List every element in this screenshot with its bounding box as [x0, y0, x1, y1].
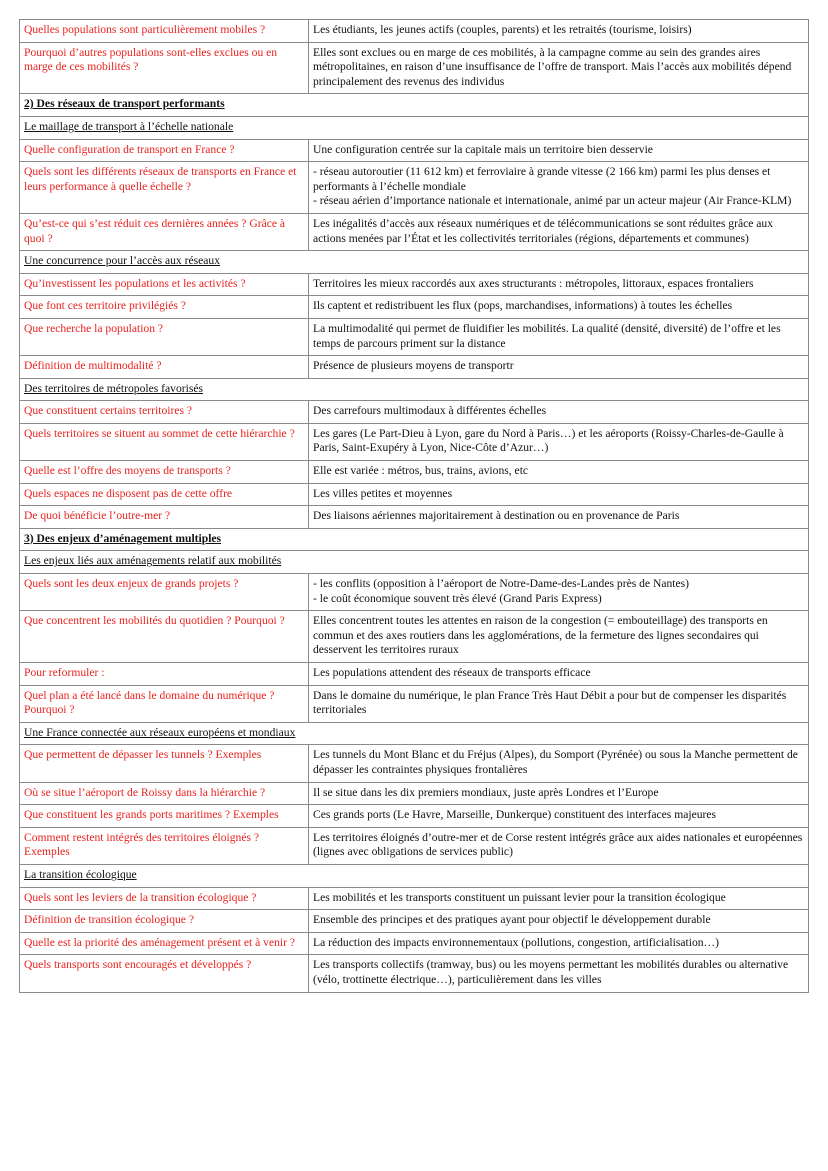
answer-cell: [309, 356, 809, 379]
answer-cell: [309, 685, 809, 722]
answer-line: Présence de plusieurs moyens de transportr: [313, 359, 514, 373]
answer-cell: [309, 827, 809, 864]
answer-line: Ces grands ports (Le Havre, Marseille, Dunkerque) constituent des interfaces majeures: [313, 808, 717, 822]
question-cell: Quels espaces ne disposent pas de cette offre: [20, 483, 309, 506]
answer-line: - réseau autoroutier (11 612 km) et ferroviaire à grande vitesse (2 166 km) parmi les plus denses et performants à l’échelle mondiale: [313, 165, 771, 193]
table-row: [20, 461, 809, 484]
answer-cell: [309, 423, 809, 460]
section-heading: [20, 528, 809, 551]
heading-text: Une France connectée aux réseaux européens et mondiaux: [24, 725, 296, 739]
question-cell: Comment restent intégrés des territoires éloignés ? Exemples: [20, 827, 309, 864]
question-cell: Où se situe l’aéroport de Roissy dans la hiérarchie ?: [20, 782, 309, 805]
table-row: [20, 663, 809, 686]
question-cell: Quelle est l’offre des moyens de transports ?: [20, 461, 309, 484]
answer-line: Les villes petites et moyennes: [313, 486, 453, 500]
answer-cell: [309, 162, 809, 214]
answer-line: La réduction des impacts environnementaux (pollutions, congestion, artificialisation…): [313, 935, 719, 949]
subsection-heading-row: [20, 251, 809, 274]
subsection-heading: [20, 722, 809, 745]
answer-line: Elles sont exclues ou en marge de ces mobilités, à la campagne comme au sein des grandes aires métropolitaines, en raison d’une insuffisance de l’offre de transport. Mais l’accès aux mobilités dépend principalement des revenus des individus: [313, 45, 792, 88]
question-cell: Qu’est-ce qui s’est réduit ces dernières années ? Grâce à quoi ?: [20, 213, 309, 250]
answer-cell: [309, 663, 809, 686]
question-cell: Pour reformuler :: [20, 663, 309, 686]
answer-line: Il se situe dans les dix premiers mondiaux, juste après Londres et l’Europe: [313, 785, 659, 799]
answer-line: - le coût économique souvent très élevé (Grand Paris Express): [313, 591, 602, 605]
question-cell: Quelle est la priorité des aménagement présent et à venir ?: [20, 932, 309, 955]
answer-cell: [309, 611, 809, 663]
table-row: [20, 318, 809, 355]
answer-line: Les transports collectifs (tramway, bus) ou les moyens permettant les mobilités durables ou alternative (vélo, trottinette électrique…), particulièrement dans les villes: [313, 958, 789, 986]
answer-line: Les territoires éloignés d’outre-mer et de Corse restent intégrés grâce aux aides nationales et européennes (lignes avec obligations de services public): [313, 830, 803, 859]
table-row: [20, 423, 809, 460]
table-row: [20, 20, 809, 43]
table-row: [20, 782, 809, 805]
table-row: [20, 611, 809, 663]
answer-line: Les tunnels du Mont Blanc et du Fréjus (Alpes), du Somport (Pyrénée) ou sous la Manche permettent de dépasser les contraintes physiques frontalières: [313, 748, 798, 776]
answer-cell: [309, 483, 809, 506]
table-row: [20, 910, 809, 933]
subsection-heading: [20, 378, 809, 401]
subsection-heading: [20, 551, 809, 574]
table-body: [20, 20, 809, 993]
answer-cell: [309, 910, 809, 933]
table-row: [20, 745, 809, 782]
answer-line: Les mobilités et les transports constituent un puissant levier pour la transition écologique: [313, 890, 726, 904]
answer-cell: [309, 401, 809, 424]
table-row: [20, 42, 809, 94]
question-cell: De quoi bénéficie l’outre-mer ?: [20, 506, 309, 529]
heading-text: Une concurrence pour l’accès aux réseaux: [24, 254, 221, 268]
question-cell: Qu’investissent les populations et les activités ?: [20, 273, 309, 296]
answer-line: Dans le domaine du numérique, le plan France Très Haut Débit a pour but de compenser les disparités territoriales: [313, 688, 787, 717]
answer-line: - les conflits (opposition à l’aéroport de Notre-Dame-des-Landes près de Nantes): [313, 577, 690, 591]
answer-cell: [309, 955, 809, 992]
question-cell: Que permettent de dépasser les tunnels ? Exemples: [20, 745, 309, 782]
table-row: [20, 162, 809, 214]
table-row: [20, 932, 809, 955]
table-row: [20, 139, 809, 162]
question-cell: Que font ces territoire privilégiés ?: [20, 296, 309, 319]
table-row: [20, 506, 809, 529]
question-cell: Que concentrent les mobilités du quotidien ? Pourquoi ?: [20, 611, 309, 663]
answer-cell: [309, 887, 809, 910]
answer-cell: [309, 42, 809, 94]
answer-line: Elles concentrent toutes les attentes en raison de la congestion (= embouteillage) des transports en commun et des axes routiers dans les agglomérations, de la fermeture des lignes secondaires qui desservent les territoires ruraux: [313, 614, 768, 657]
subsection-heading-row: [20, 116, 809, 139]
subsection-heading-row: [20, 722, 809, 745]
answer-cell: [309, 782, 809, 805]
question-cell: Pourquoi d’autres populations sont-elles exclues ou en marge de ces mobilités ?: [20, 42, 309, 94]
question-cell: Que constituent certains territoires ?: [20, 401, 309, 424]
answer-cell: [309, 139, 809, 162]
answer-line: Une configuration centrée sur la capitale mais un territoire bien desservie: [313, 142, 653, 156]
answer-line: Les populations attendent des réseaux de transports efficace: [313, 666, 591, 679]
table-row: [20, 827, 809, 864]
table-row: [20, 887, 809, 910]
answer-cell: [309, 506, 809, 529]
table-row: [20, 273, 809, 296]
table-row: [20, 805, 809, 828]
table-row: [20, 356, 809, 379]
heading-text: 3) Des enjeux d’aménagement multiples: [24, 531, 222, 545]
answer-line: La multimodalité qui permet de fluidifier les mobilités. La qualité (densité, diversité) de l’offre et les temps de parcours priment sur la distance: [313, 321, 781, 350]
table-row: [20, 213, 809, 250]
revision-sheet: [19, 19, 809, 993]
section-heading-row: [20, 94, 809, 117]
answer-cell: [309, 318, 809, 355]
question-cell: Quels sont les différents réseaux de transports en France et leurs performance à quelle échelle ?: [20, 162, 309, 214]
answer-cell: [309, 745, 809, 782]
table-row: [20, 955, 809, 992]
question-answer-table: [19, 19, 809, 993]
question-cell: Quels transports sont encouragés et développés ?: [20, 955, 309, 992]
subsection-heading: [20, 251, 809, 274]
answer-cell: [309, 574, 809, 611]
answer-cell: [309, 273, 809, 296]
answer-line: Ensemble des principes et des pratiques ayant pour objectif le développement durable: [313, 913, 711, 927]
question-cell: Quels sont les leviers de la transition écologique ?: [20, 887, 309, 910]
subsection-heading: [20, 864, 809, 887]
question-cell: Définition de transition écologique ?: [20, 910, 309, 933]
answer-line: Des carrefours multimodaux à différentes échelles: [313, 404, 547, 418]
answer-line: Territoires les mieux raccordés aux axes structurants : métropoles, littoraux, espaces frontaliers: [313, 276, 754, 290]
answer-line: Des liaisons aériennes majoritairement à destination ou en provenance de Paris: [313, 509, 680, 523]
subsection-heading: [20, 116, 809, 139]
question-cell: Quels territoires se situent au sommet de cette hiérarchie ?: [20, 423, 309, 460]
question-cell: Que constituent les grands ports maritimes ? Exemples: [20, 805, 309, 828]
answer-cell: [309, 213, 809, 250]
answer-cell: [309, 932, 809, 955]
answer-cell: [309, 296, 809, 319]
table-row: [20, 685, 809, 722]
subsection-heading-row: [20, 551, 809, 574]
question-cell: Que recherche la population ?: [20, 318, 309, 355]
question-cell: Définition de multimodalité ?: [20, 356, 309, 379]
answer-line: Ils captent et redistribuent les flux (pops, marchandises, informations) à toutes les échelles: [313, 299, 733, 313]
section-heading: [20, 94, 809, 117]
table-row: [20, 296, 809, 319]
heading-text: 2) Des réseaux de transport performants: [24, 97, 225, 111]
answer-line: Les gares (Le Part-Dieu à Lyon, gare du Nord à Paris…) et les aéroports (Roissy-Charles-de-Gaulle à Paris, Saint-Exupéry à Lyon, Nice-Côte d’Azur…): [313, 426, 784, 455]
answer-line: - réseau aérien d’importance nationale et internationale, animé par un acteur majeur (Air France-KLM): [313, 194, 792, 208]
subsection-heading-row: [20, 864, 809, 887]
heading-text: La transition écologique: [24, 867, 137, 881]
answer-cell: [309, 805, 809, 828]
question-cell: Quelles populations sont particulièrement mobiles ?: [20, 20, 309, 43]
subsection-heading-row: [20, 378, 809, 401]
question-cell: Quelle configuration de transport en France ?: [20, 139, 309, 162]
section-heading-row: [20, 528, 809, 551]
question-cell: Quel plan a été lancé dans le domaine du numérique ? Pourquoi ?: [20, 685, 309, 722]
answer-line: Les inégalités d’accès aux réseaux numériques et de télécommunications se sont réduites grâce aux actions menées par l’État et les collectivités territoriales (régions, départements et communes): [313, 216, 774, 245]
question-cell: Quels sont les deux enjeux de grands projets ?: [20, 574, 309, 611]
table-row: [20, 401, 809, 424]
heading-text: Les enjeux liés aux aménagements relatif aux mobilités: [24, 554, 282, 568]
answer-line: Elle est variée : métros, bus, trains, avions, etc: [313, 464, 529, 478]
answer-cell: [309, 461, 809, 484]
answer-line: Les étudiants, les jeunes actifs (couples, parents) et les retraités (tourisme, loisirs): [313, 23, 692, 36]
table-row: [20, 574, 809, 611]
answer-cell: [309, 20, 809, 43]
table-row: [20, 483, 809, 506]
heading-text: Des territoires de métropoles favorisés: [24, 381, 204, 395]
heading-text: Le maillage de transport à l’échelle nationale: [24, 119, 234, 133]
